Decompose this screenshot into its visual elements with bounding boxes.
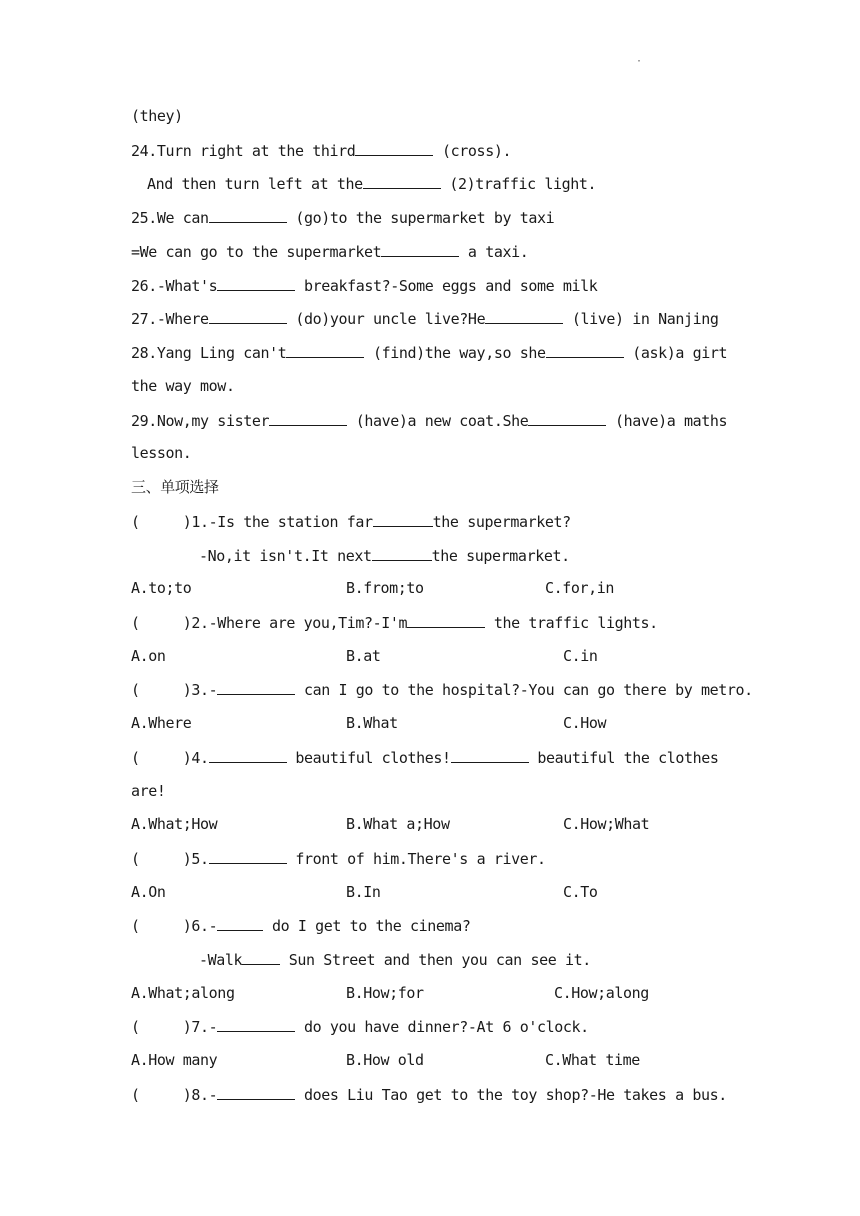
option-b[interactable]: B.In	[346, 883, 381, 901]
line-text: (go)to the supermarket by taxi	[286, 209, 555, 227]
line-text: (have)a new coat.She	[347, 412, 529, 430]
answer-blank[interactable]	[209, 308, 287, 324]
option-a[interactable]: A.Where	[131, 714, 192, 732]
line-text: 24.Turn right at the third	[131, 142, 356, 160]
answer-blank[interactable]	[363, 173, 441, 189]
option-c[interactable]: C.for,in	[545, 579, 615, 597]
answer-blank[interactable]	[217, 679, 295, 695]
question-text: -Walk	[199, 951, 243, 969]
answer-blank[interactable]	[269, 410, 347, 426]
line-text: the way mow.	[131, 377, 235, 395]
question-text: ( )4.	[131, 749, 209, 767]
line-text: 28.Yang Ling can't	[131, 344, 287, 362]
question-text: does Liu Tao get to the toy shop?-He takes a bus.	[295, 1086, 727, 1104]
option-c[interactable]: C.How	[563, 714, 607, 732]
option-b[interactable]: B.What	[346, 714, 398, 732]
question-25	[131, 207, 741, 228]
option-c[interactable]: C.How;along	[554, 984, 649, 1002]
mc-question-2	[131, 612, 741, 633]
answer-blank[interactable]	[373, 511, 433, 527]
option-a[interactable]: A.On	[131, 883, 166, 901]
mc-question-5	[131, 848, 741, 869]
line-text: (they)	[131, 107, 183, 125]
option-b[interactable]: B.How;for	[346, 984, 424, 1002]
answer-blank[interactable]	[286, 342, 364, 358]
section-title: 三、单项选择	[131, 478, 219, 496]
line-text: 29.Now,my sister	[131, 412, 270, 430]
answer-blank[interactable]	[355, 140, 433, 156]
line-text: breakfast?-Some eggs and some milk	[295, 277, 598, 295]
question-text: the supermarket?	[432, 513, 571, 531]
question-28-cont	[131, 376, 741, 396]
option-a[interactable]: A.What;How	[131, 815, 218, 833]
answer-blank[interactable]	[217, 1084, 295, 1100]
page-mark: ·	[636, 56, 643, 67]
question-25-cont	[131, 241, 741, 262]
line-text: a taxi.	[459, 243, 529, 261]
text-line	[131, 106, 741, 126]
question-text: ( )7.-	[131, 1018, 218, 1036]
question-24	[131, 140, 741, 161]
question-text: the traffic lights.	[485, 614, 658, 632]
option-c[interactable]: C.What time	[545, 1051, 640, 1069]
line-text: 26.-What's	[131, 277, 218, 295]
answer-blank[interactable]	[209, 747, 287, 763]
answer-blank[interactable]	[217, 275, 295, 291]
question-text: front of him.There's a river.	[286, 850, 546, 868]
question-text: do I get to the cinema?	[263, 917, 471, 935]
option-b[interactable]: B.from;to	[346, 579, 424, 597]
mc-question-3	[131, 679, 753, 700]
question-text: can I go to the hospital?-You can go there by metro.	[295, 681, 753, 699]
option-a[interactable]: A.What;along	[131, 984, 235, 1002]
answer-blank[interactable]	[451, 747, 529, 763]
option-c[interactable]: C.To	[563, 883, 598, 901]
answer-blank[interactable]	[485, 308, 563, 324]
answer-blank[interactable]	[407, 612, 485, 628]
question-29-cont	[131, 443, 741, 463]
mc-question-4-cont	[131, 781, 741, 801]
answer-blank[interactable]	[209, 848, 287, 864]
question-text: beautiful the clothes	[528, 749, 719, 767]
answer-blank[interactable]	[528, 410, 606, 426]
question-text: ( )3.-	[131, 681, 218, 699]
question-text: ( )6.-	[131, 917, 218, 935]
answer-blank[interactable]	[372, 545, 432, 561]
question-text: ( )2.-Where are you,Tim?-I'm	[131, 614, 408, 632]
line-text: (find)the way,so she	[364, 344, 546, 362]
option-b[interactable]: B.at	[346, 647, 381, 665]
line-text: (have)a maths	[606, 412, 728, 430]
option-a[interactable]: A.on	[131, 647, 166, 665]
question-29	[131, 410, 741, 431]
question-text: the supermarket.	[431, 547, 570, 565]
line-text: 25.We can	[131, 209, 209, 227]
answer-blank[interactable]	[209, 207, 287, 223]
line-text: (do)your uncle live?He	[286, 310, 486, 328]
option-b[interactable]: B.What a;How	[346, 815, 450, 833]
option-a[interactable]: A.to;to	[131, 579, 192, 597]
mc-question-1-cont	[199, 545, 809, 566]
question-26	[131, 275, 741, 296]
option-c[interactable]: C.How;What	[563, 815, 650, 833]
question-text: beautiful clothes!	[286, 749, 451, 767]
line-text: (cross).	[433, 142, 512, 160]
mc-question-6-cont	[199, 949, 809, 970]
question-text: do you have dinner?-At 6 o'clock.	[295, 1018, 589, 1036]
question-24-cont	[147, 173, 757, 194]
answer-blank[interactable]	[546, 342, 624, 358]
answer-blank[interactable]	[217, 1016, 295, 1032]
question-text: -No,it isn't.It next	[199, 547, 372, 565]
question-text: ( )8.-	[131, 1086, 218, 1104]
question-text: Sun Street and then you can see it.	[280, 951, 591, 969]
question-text: are!	[131, 782, 166, 800]
mc-question-8	[131, 1084, 741, 1105]
line-text: (live) in Nanjing	[563, 310, 719, 328]
question-text: ( )5.	[131, 850, 209, 868]
line-text: (ask)a girt	[623, 344, 728, 362]
line-text: 27.-Where	[131, 310, 209, 328]
line-text: (2)traffic light.	[440, 175, 597, 193]
answer-blank[interactable]	[217, 915, 263, 931]
question-28	[131, 342, 741, 363]
option-a[interactable]: A.How many	[131, 1051, 218, 1069]
mc-question-4	[131, 747, 741, 768]
question-27	[131, 308, 741, 329]
line-text: lesson.	[131, 444, 192, 462]
option-c[interactable]: C.in	[563, 647, 598, 665]
mc-question-7	[131, 1016, 741, 1037]
mc-question-6	[131, 915, 741, 936]
answer-blank[interactable]	[381, 241, 459, 257]
option-b[interactable]: B.How old	[346, 1051, 424, 1069]
question-text: ( )1.-Is the station far	[131, 513, 373, 531]
line-text: And then turn left at the	[147, 175, 363, 193]
line-text: =We can go to the supermarket	[131, 243, 382, 261]
answer-blank[interactable]	[242, 949, 280, 965]
mc-question-1	[131, 511, 741, 532]
